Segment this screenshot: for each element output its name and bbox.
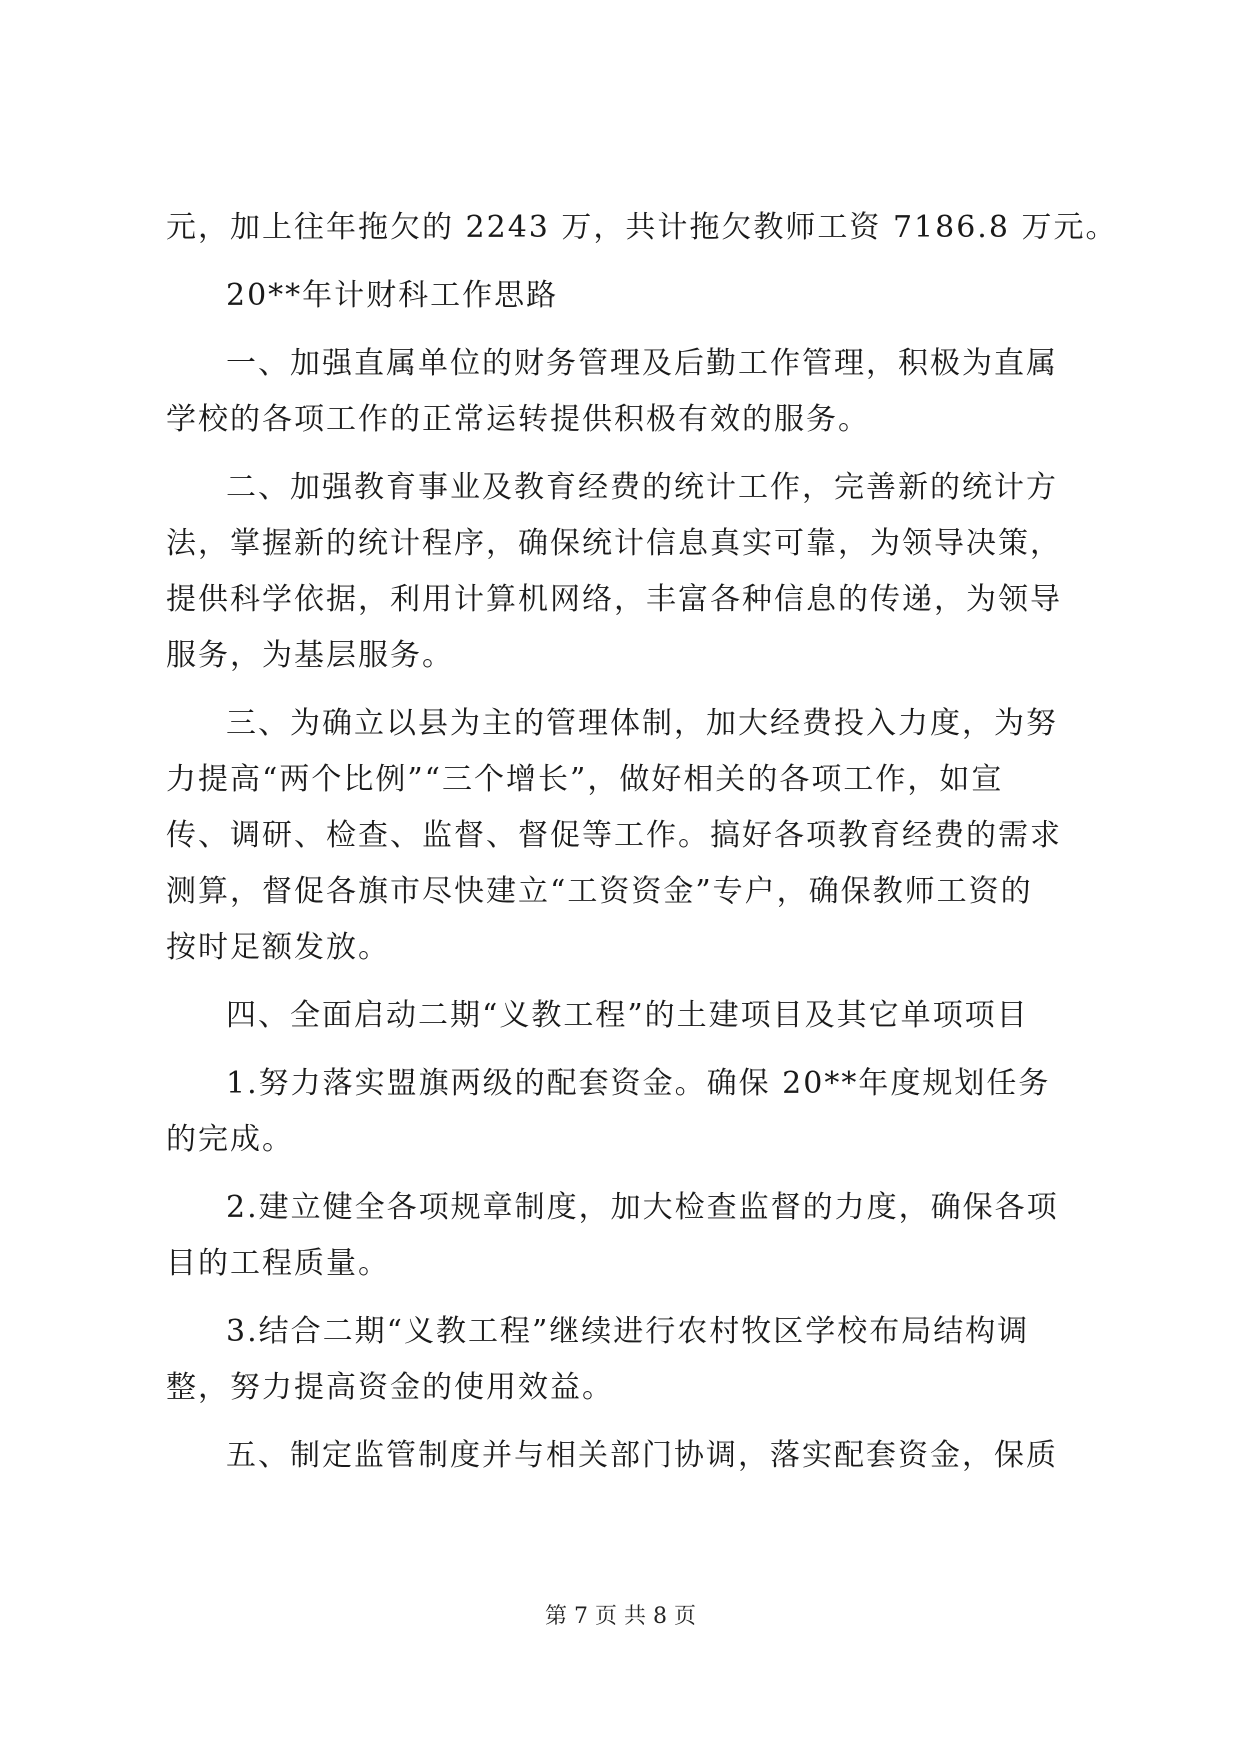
text-line: 2.建立健全各项规章制度，加大检查监督的力度，确保各项 (226, 1190, 1059, 1225)
text-line: 服务，为基层服务。 (166, 638, 454, 673)
paragraph (166, 268, 1086, 324)
text-line: 按时足额发放。 (166, 930, 390, 965)
text-line: 三、为确立以县为主的管理体制，加大经费投入力度，为努 (226, 706, 1058, 741)
paragraph (166, 1304, 1086, 1416)
text-line: 测算，督促各旗市尽快建立“工资资金”专户，确保教师工资的 (166, 874, 1033, 909)
text-line: 1.努力落实盟旗两级的配套资金。确保 20**年度规划任务 (226, 1066, 1051, 1101)
text-line: 整，努力提高资金的使用效益。 (166, 1370, 614, 1405)
paragraph (166, 988, 1086, 1044)
paragraph (166, 1180, 1086, 1292)
text-line: 法，掌握新的统计程序，确保统计信息真实可靠，为领导决策， (166, 526, 1062, 561)
text-line: 一、加强直属单位的财务管理及后勤工作管理，积极为直属 (226, 346, 1058, 381)
text-line: 提供科学依据，利用计算机网络，丰富各种信息的传递，为领导 (166, 582, 1062, 617)
text-line: 二、加强教育事业及教育经费的统计工作，完善新的统计方 (226, 470, 1058, 505)
paragraph (166, 1428, 1086, 1484)
text-line: 元，加上往年拖欠的 2243 万，共计拖欠教师工资 7186.8 万元。 (166, 210, 1118, 245)
text-line: 传、调研、检查、监督、督促等工作。搞好各项教育经费的需求 (166, 818, 1062, 853)
paragraph (166, 696, 1086, 976)
text-line: 四、全面启动二期“义教工程”的土建项目及其它单项项目 (226, 998, 1029, 1033)
text-line: 目的工程质量。 (166, 1246, 390, 1281)
text-line: 学校的各项工作的正常运转提供积极有效的服务。 (166, 402, 870, 437)
text-line: 20**年计财科工作思路 (226, 278, 559, 313)
paragraph (166, 460, 1086, 684)
document-body (166, 200, 1118, 1484)
text-line: 力提高“两个比例”“三个增长”，做好相关的各项工作，如宣 (166, 762, 1004, 797)
text-line: 3.结合二期“义教工程”继续进行农村牧区学校布局结构调 (226, 1314, 1030, 1349)
text-line: 的完成。 (166, 1122, 294, 1157)
page-footer: 第 7 页 共 8 页 (545, 1604, 696, 1629)
paragraph (166, 200, 1118, 256)
paragraph (166, 336, 1086, 448)
paragraph (166, 1056, 1086, 1168)
text-line: 五、制定监管制度并与相关部门协调，落实配套资金，保质 (226, 1438, 1058, 1473)
